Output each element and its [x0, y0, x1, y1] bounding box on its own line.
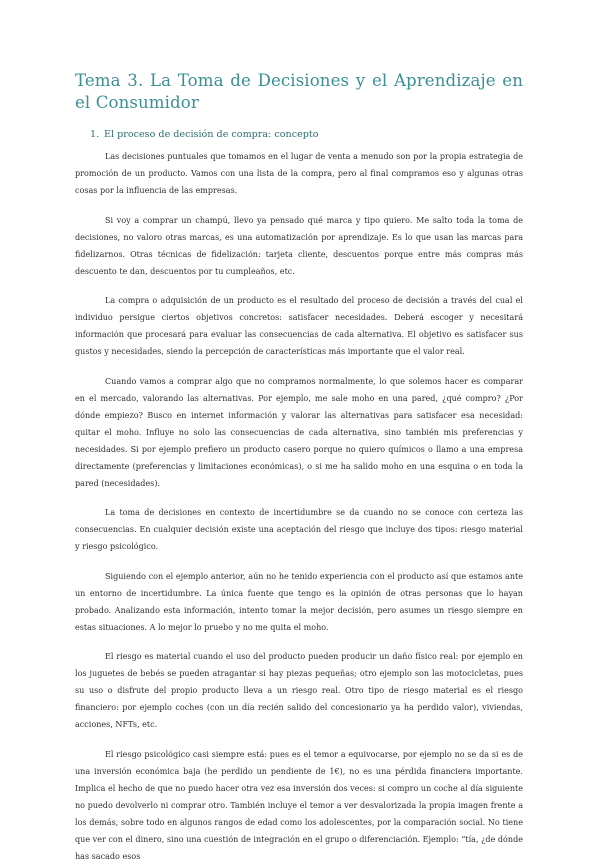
section-heading-text: El proceso de decisión de compra: concepto — [104, 129, 319, 140]
paragraph: Siguiendo con el ejemplo anterior, aún no he tenido experiencia con el producto así que estamos ante un entorno de incertidumbre. La única fuente que tengo es la opinión de otras personas que lo hayan probado. Analizando esta información, intento tomar la mejor decisión, pero asumes un riesgo siempre en estas situaciones. A lo mejor lo pruebo y no me quita el moho. — [75, 571, 523, 632]
section-number: 1. — [90, 129, 100, 140]
paragraph: Si voy a comprar un champú, llevo ya pensado qué marca y tipo quiero. Me salto toda la toma de decisiones, no valoro otras marcas, es una automatización por aprendizaje. Es lo que usan las marcas para fidelizarnos. Otras técnicas de fidelización: tarjeta cliente, descuentos porque entre más compras más descuento te dan, descuentos por tu cumpleaños, etc. — [75, 215, 523, 276]
paragraph: El riesgo es material cuando el uso del producto pueden producir un daño físico real: por ejemplo en los juguetes de bebés se pueden atragantar si hay piezas pequeñas; otro ejemplo son las motocicletas, pues su uso o disfrute del propio producto lleva a un riesgo real. Otro tipo de riesgo material es el riesgo financiero: por ejemplo coches (con un día recién salido del concesionario ya ha perdido valor), viviendas, acciones, NFTs, etc. — [75, 652, 523, 729]
paragraph: El riesgo psicológico casi siempre está: pues es el temor a equivocarse, por ejemplo no se da si es de una inversión económica baja (he perdido un pendiente de 1€), no es una pérdida financiera importante. Implica el hecho de que no puedo hacer otra vez esa inversión dos veces: si compro un coche al día siguiente no puedo devolverlo ni comprar otro. También incluye el temor a ver desvalorizada la propia imagen frente a los demás, sobre todo en algunos rangos de edad como los adolescentes, por la comparación social. No tiene que ver con el dinero, sino una cuestión de integración en el grupo o diferenciación. Ejemplo: “tía, ¿de dónde has sacado esos — [75, 749, 523, 861]
section-heading — [90, 128, 523, 142]
paragraph: La toma de decisiones en contexto de incertidumbre se da cuando no se conoce con certeza las consecuencias. En cualquier decisión existe una aceptación del riesgo que incluye dos tipos: riesgo material y riesgo psicológico. — [75, 508, 523, 551]
paragraph: Las decisiones puntuales que tomamos en el lugar de venta a menudo son por la propia estrategia de promoción de un producto. Vamos con una lista de la compra, pero al final compramos eso y algunas otras cosas por la influencia de las empresas. — [75, 152, 523, 195]
paragraph: La compra o adquisición de un producto es el resultado del proceso de decisión a través del cual el individuo persigue ciertos objetivos concretos: satisfacer necesidades. Deberá escoger y necesitará información que procesará para evaluar las consecuencias de cada alternativa. El objetivo es satisfacer sus gustos y necesidades, siendo la percepción de características más importante que el valor real. — [75, 296, 523, 356]
page-title: Tema 3. La Toma de Decisiones y el Aprendizaje en el Consumidor — [75, 71, 523, 112]
paragraph: Cuando vamos a comprar algo que no compramos normalmente, lo que solemos hacer es comparar en el mercado, valorando las alternativas. Por ejemplo, me sale moho en una pared, ¿qué compro? ¿Por dónde empiezo? Busco en internet información y valorar las alternativas para satisfacer esa necesidad: quitar el moho. Influye no solo las consecuencias de cada alternativa, sino también mis preferencias y necesidades. Si por ejemplo prefiero un producto casero porque no quiero químicos o llamo a una empresa directamente (preferencias y limitaciones económicas), o si me ha salido moho en una esquina o en toda la pared (necesidades). — [75, 376, 523, 488]
